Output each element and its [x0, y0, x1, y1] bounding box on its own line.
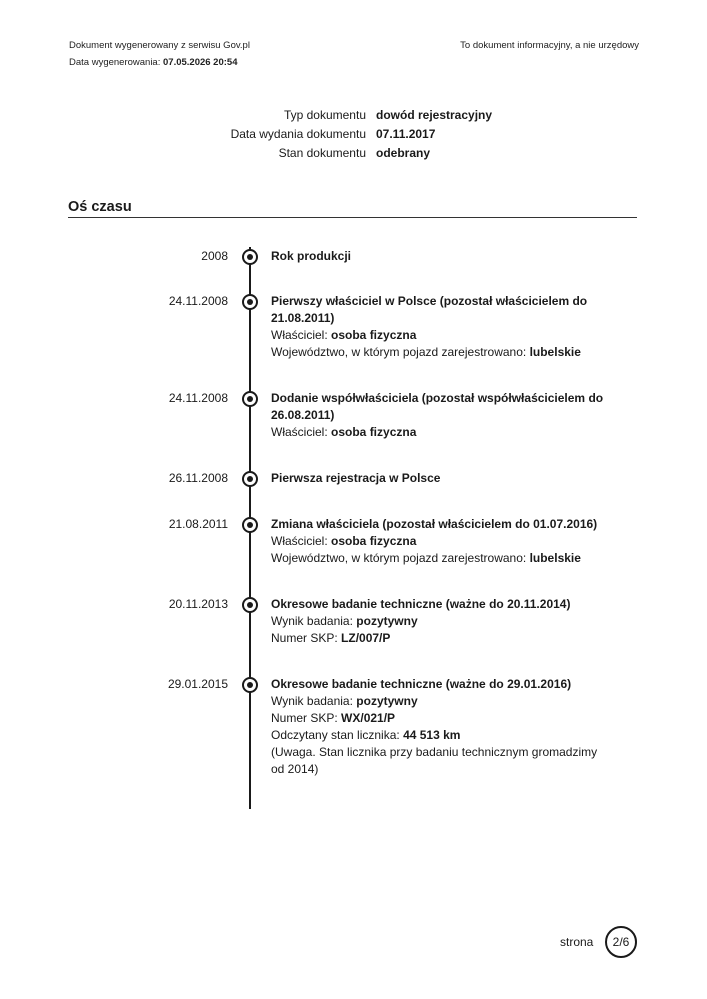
doc-type-label: Typ dokumentu: [283, 108, 366, 122]
event-title: Okresowe badanie techniczne (ważne do 29.01.2016): [271, 677, 572, 691]
event-detail: [271, 630, 611, 647]
event-detail: [271, 344, 611, 361]
event-body: [271, 470, 611, 487]
event-detail: [271, 710, 611, 727]
detail-label: Numer SKP:: [271, 631, 342, 645]
timeline-dot-icon: [242, 517, 258, 533]
doc-info-row: [0, 108, 707, 127]
event-body: [271, 516, 611, 567]
doc-info-row: [0, 127, 707, 146]
doc-type-value: dowód rejestracyjny: [376, 108, 493, 122]
event-body: [271, 248, 611, 265]
event-note: [271, 744, 611, 778]
page-label: strona: [560, 935, 594, 949]
doc-issue-date-value: 07.11.2017: [376, 127, 436, 141]
generated-value: 07.05.2026 20:54: [163, 57, 238, 68]
detail-value: lubelskie: [529, 345, 581, 359]
section-divider: [68, 217, 637, 218]
page-number-badge: 2/6: [605, 926, 637, 958]
event-detail: [271, 424, 611, 441]
section-title: Oś czasu: [68, 199, 132, 215]
event-title: Dodanie współwłaściciela (pozostał współwłaścicielem do 26.08.2011): [271, 391, 604, 422]
event-body: [271, 596, 611, 647]
event-title: Zmiana właściciela (pozostał właścicielem do 01.07.2016): [271, 517, 598, 531]
generated-label: Data wygenerowania:: [69, 57, 161, 68]
event-detail: [271, 613, 611, 630]
detail-label: Wynik badania:: [271, 614, 357, 628]
event-detail: [271, 533, 611, 550]
header-notice: To dokument informacyjny, a nie urzędowy: [460, 40, 639, 51]
timeline-dot-icon: [242, 391, 258, 407]
event-date: 20.11.2013: [168, 597, 228, 611]
event-title: Pierwsza rejestracja w Polsce: [271, 471, 441, 485]
event-date: 24.11.2008: [168, 294, 228, 308]
event-body: [271, 293, 611, 361]
detail-label: Właściciel:: [271, 534, 332, 548]
doc-status-value: odebrany: [376, 146, 431, 160]
event-date: 21.08.2011: [168, 517, 228, 531]
detail-value: osoba fizyczna: [331, 328, 417, 342]
detail-value: LZ/007/P: [341, 631, 391, 645]
timeline-dot-icon: [242, 677, 258, 693]
detail-value: 44 513 km: [403, 728, 461, 742]
event-title: Okresowe badanie techniczne (ważne do 20.11.2014): [271, 597, 571, 611]
event-date: 24.11.2008: [168, 391, 228, 405]
detail-label: Województwo, w którym pojazd zarejestrowano:: [271, 345, 530, 359]
detail-value: WX/021/P: [341, 711, 396, 725]
header-source: Dokument wygenerowany z serwisu Gov.pl: [69, 40, 250, 51]
doc-status-label: Stan dokumentu: [278, 146, 366, 160]
event-detail: [271, 327, 611, 344]
timeline-dot-icon: [242, 471, 258, 487]
event-detail: [271, 693, 611, 710]
detail-value: osoba fizyczna: [331, 425, 417, 439]
timeline-dot-icon: [242, 597, 258, 613]
detail-value: pozytywny: [356, 694, 418, 708]
detail-value: osoba fizyczna: [331, 534, 417, 548]
doc-info-row: [0, 146, 707, 165]
event-title: Rok produkcji: [271, 249, 352, 263]
detail-label: Numer SKP:: [271, 711, 342, 725]
event-date: 29.01.2015: [167, 677, 228, 691]
event-title: Pierwszy właściciel w Polsce (pozostał właścicielem do 21.08.2011): [271, 294, 588, 325]
event-body: [271, 676, 611, 778]
event-body: [271, 390, 611, 441]
note-text: (Uwaga. Stan licznika przy badaniu technicznym gromadzimy od 2014): [271, 745, 598, 776]
detail-label: Wynik badania:: [271, 694, 357, 708]
detail-label: Województwo, w którym pojazd zarejestrowano:: [271, 551, 530, 565]
event-detail: [271, 727, 611, 744]
event-date: 2008: [201, 249, 228, 263]
timeline-dot-icon: [242, 249, 258, 265]
detail-label: Właściciel:: [271, 328, 332, 342]
timeline-dot-icon: [242, 294, 258, 310]
event-detail: [271, 550, 611, 567]
detail-label: Właściciel:: [271, 425, 332, 439]
header-generated: [69, 57, 250, 69]
document-info: [0, 108, 707, 165]
header-left: [69, 40, 250, 74]
detail-label: Odczytany stan licznika:: [271, 728, 404, 742]
detail-value: lubelskie: [529, 551, 581, 565]
detail-value: pozytywny: [356, 614, 418, 628]
event-date: 26.11.2008: [168, 471, 228, 485]
doc-issue-date-label: Data wydania dokumentu: [230, 127, 366, 141]
